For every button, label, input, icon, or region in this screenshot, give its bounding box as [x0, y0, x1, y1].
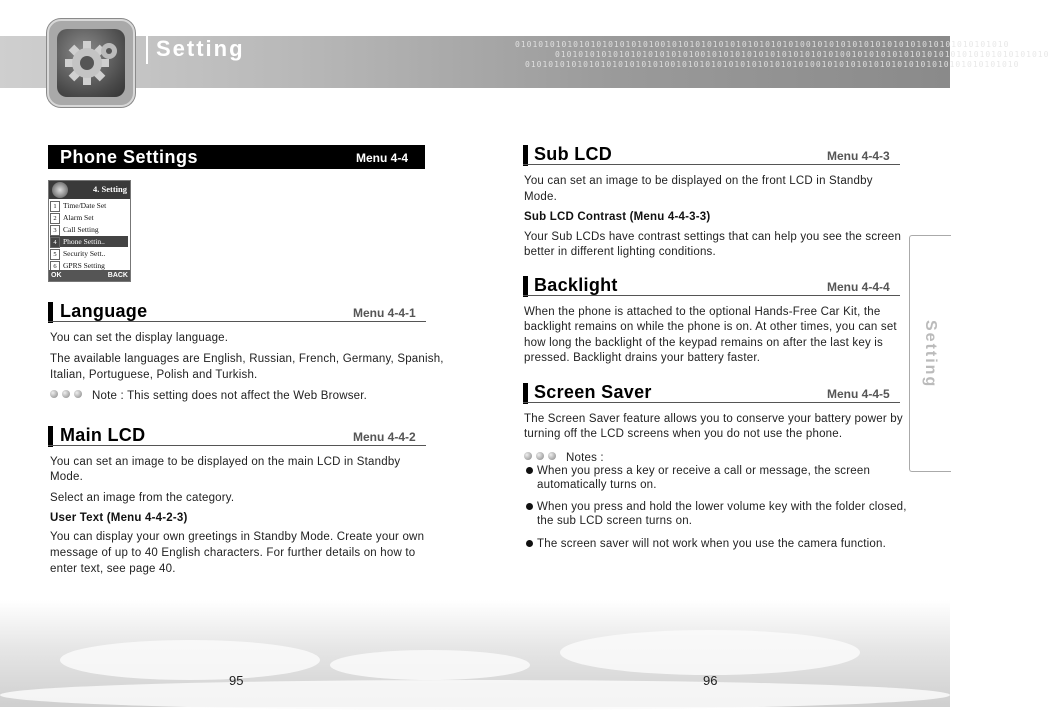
- sub-lcd-contrast-paragraph: better in different lighting conditions.: [524, 246, 716, 258]
- sub-lcd-paragraph: Mode.: [524, 191, 557, 203]
- settings-gear-logo: [47, 19, 135, 107]
- phone-settings-title: Phone Settings: [60, 147, 199, 167]
- screen-saver-menu-code: Menu 4-4-5: [827, 387, 890, 401]
- backlight-paragraph: how long the backlight of the keypad remains on after the last key is: [524, 337, 883, 349]
- language-paragraph: You can set the display language.: [50, 332, 229, 344]
- phone-settings-menu-code: Menu 4-4: [356, 151, 409, 165]
- backlight-paragraph: backlight remains on while the phone is on. At other times, you can set: [524, 321, 897, 333]
- side-tab-label: Setting: [922, 320, 939, 389]
- screen-saver-note-item: The screen saver will not work when you use the camera function.: [526, 537, 886, 553]
- cloud-decoration: [330, 650, 530, 680]
- main-lcd-heading: Main LCD: [60, 425, 146, 445]
- screen-menu-item: 5 Security Sett..: [50, 248, 128, 259]
- sub-lcd-rule: [523, 164, 900, 165]
- sub-lcd-menu-code: Menu 4-4-3: [827, 149, 890, 163]
- main-lcd-section-marker: [48, 426, 53, 447]
- gear-icon: [57, 29, 125, 97]
- bullet-icon: [526, 467, 533, 474]
- screen-menu-item: 1 Time/Date Set: [50, 200, 128, 211]
- screen-softkey-bar: [49, 270, 130, 281]
- screen-saver-note-item: When you press and hold the lower volume key with the folder closed,: [526, 500, 907, 516]
- screen-saver-rule: [523, 402, 900, 403]
- language-paragraph: Italian, Portuguese, Polish and Turkish.: [50, 369, 258, 381]
- backlight-section-marker: [523, 276, 528, 297]
- user-text-subheading: User Text (Menu 4-4-2-3): [50, 512, 188, 524]
- phone-screen-illustration: [48, 180, 131, 282]
- user-text-paragraph: enter text, see page 40.: [50, 563, 176, 575]
- header-binary-pattern: 0101010101010101010101010010101010101010101010101001010101010101010101010101010101010 0101010101010101010101010010101010101010101010101001010101010101010101010101010101010 0101010101010101010101010010101010101010101010101001010101010101010101010101010101010: [515, 40, 1049, 69]
- sub-lcd-section-marker: [523, 145, 528, 166]
- header-divider: [146, 36, 148, 64]
- cloud-decoration: [560, 630, 860, 675]
- user-text-paragraph: You can display your own greetings in Standby Mode. Create your own: [50, 531, 425, 543]
- screen-menu-item-selected: 4 Phone Settin..: [50, 236, 128, 247]
- main-lcd-paragraph: Select an image from the category.: [50, 492, 235, 504]
- cloud-decoration: [0, 680, 950, 710]
- screen-ok-softkey: OK: [51, 272, 62, 279]
- screen-saver-notes-label: Notes :: [524, 450, 604, 466]
- gear-icon: [52, 182, 68, 198]
- language-heading: Language: [60, 301, 148, 321]
- page-number-left: 95: [229, 673, 244, 688]
- backlight-menu-code: Menu 4-4-4: [827, 280, 890, 294]
- main-lcd-rule: [48, 445, 426, 446]
- language-rule: [48, 321, 426, 322]
- backlight-rule: [523, 295, 900, 296]
- backlight-heading: Backlight: [534, 275, 618, 295]
- language-paragraph: The available languages are English, Russian, French, Germany, Spanish,: [50, 353, 444, 365]
- screen-saver-section-marker: [523, 383, 528, 404]
- sub-lcd-contrast-subheading: Sub LCD Contrast (Menu 4-4-3-3): [524, 211, 711, 223]
- screen-saver-paragraph: The Screen Saver feature allows you to conserve your battery power by: [524, 413, 903, 425]
- main-lcd-paragraph: You can set an image to be displayed on the main LCD in Standby: [50, 456, 401, 468]
- language-note: Note : This setting does not affect the Web Browser.: [50, 388, 367, 404]
- screen-saver-note-item: automatically turns on.: [537, 479, 657, 491]
- language-section-marker: [48, 302, 53, 323]
- bullet-icon: [526, 540, 533, 547]
- page-title: Setting: [156, 36, 245, 61]
- main-lcd-paragraph: Mode.: [50, 471, 83, 483]
- screen-saver-note-item: When you press a key or receive a call or message, the screen: [526, 464, 870, 480]
- bullet-icon: [526, 503, 533, 510]
- sub-lcd-contrast-paragraph: Your Sub LCDs have contrast settings that can help you see the screen: [524, 231, 902, 243]
- note-dots-icon: [50, 388, 86, 404]
- screen-menu-item: 3 Call Setting: [50, 224, 128, 235]
- user-text-paragraph: message of up to 40 English characters. For further details on how to: [50, 547, 416, 559]
- sub-lcd-paragraph: You can set an image to be displayed on the front LCD in Standby: [524, 175, 873, 187]
- screen-saver-paragraph: turning off the LCD screens when you do not use the phone.: [524, 428, 843, 440]
- page-number-right: 96: [703, 673, 718, 688]
- language-menu-code: Menu 4-4-1: [353, 306, 416, 320]
- screen-menu-item: 6 GPRS Setting: [50, 260, 128, 271]
- screen-back-softkey: BACK: [107, 272, 128, 279]
- backlight-paragraph: pressed. Backlight drains your battery faster.: [524, 352, 761, 364]
- screen-menu-item: 2 Alarm Set: [50, 212, 128, 223]
- main-lcd-menu-code: Menu 4-4-2: [353, 430, 416, 444]
- screen-header: [49, 181, 130, 199]
- cloud-decoration: [60, 640, 320, 680]
- sub-lcd-heading: Sub LCD: [534, 144, 613, 164]
- screen-saver-note-item: the sub LCD screen turns on.: [537, 515, 693, 527]
- screen-saver-heading: Screen Saver: [534, 382, 652, 402]
- screen-header-label: 4. Setting: [93, 184, 127, 194]
- backlight-paragraph: When the phone is attached to the optional Hands-Free Car Kit, the: [524, 306, 881, 318]
